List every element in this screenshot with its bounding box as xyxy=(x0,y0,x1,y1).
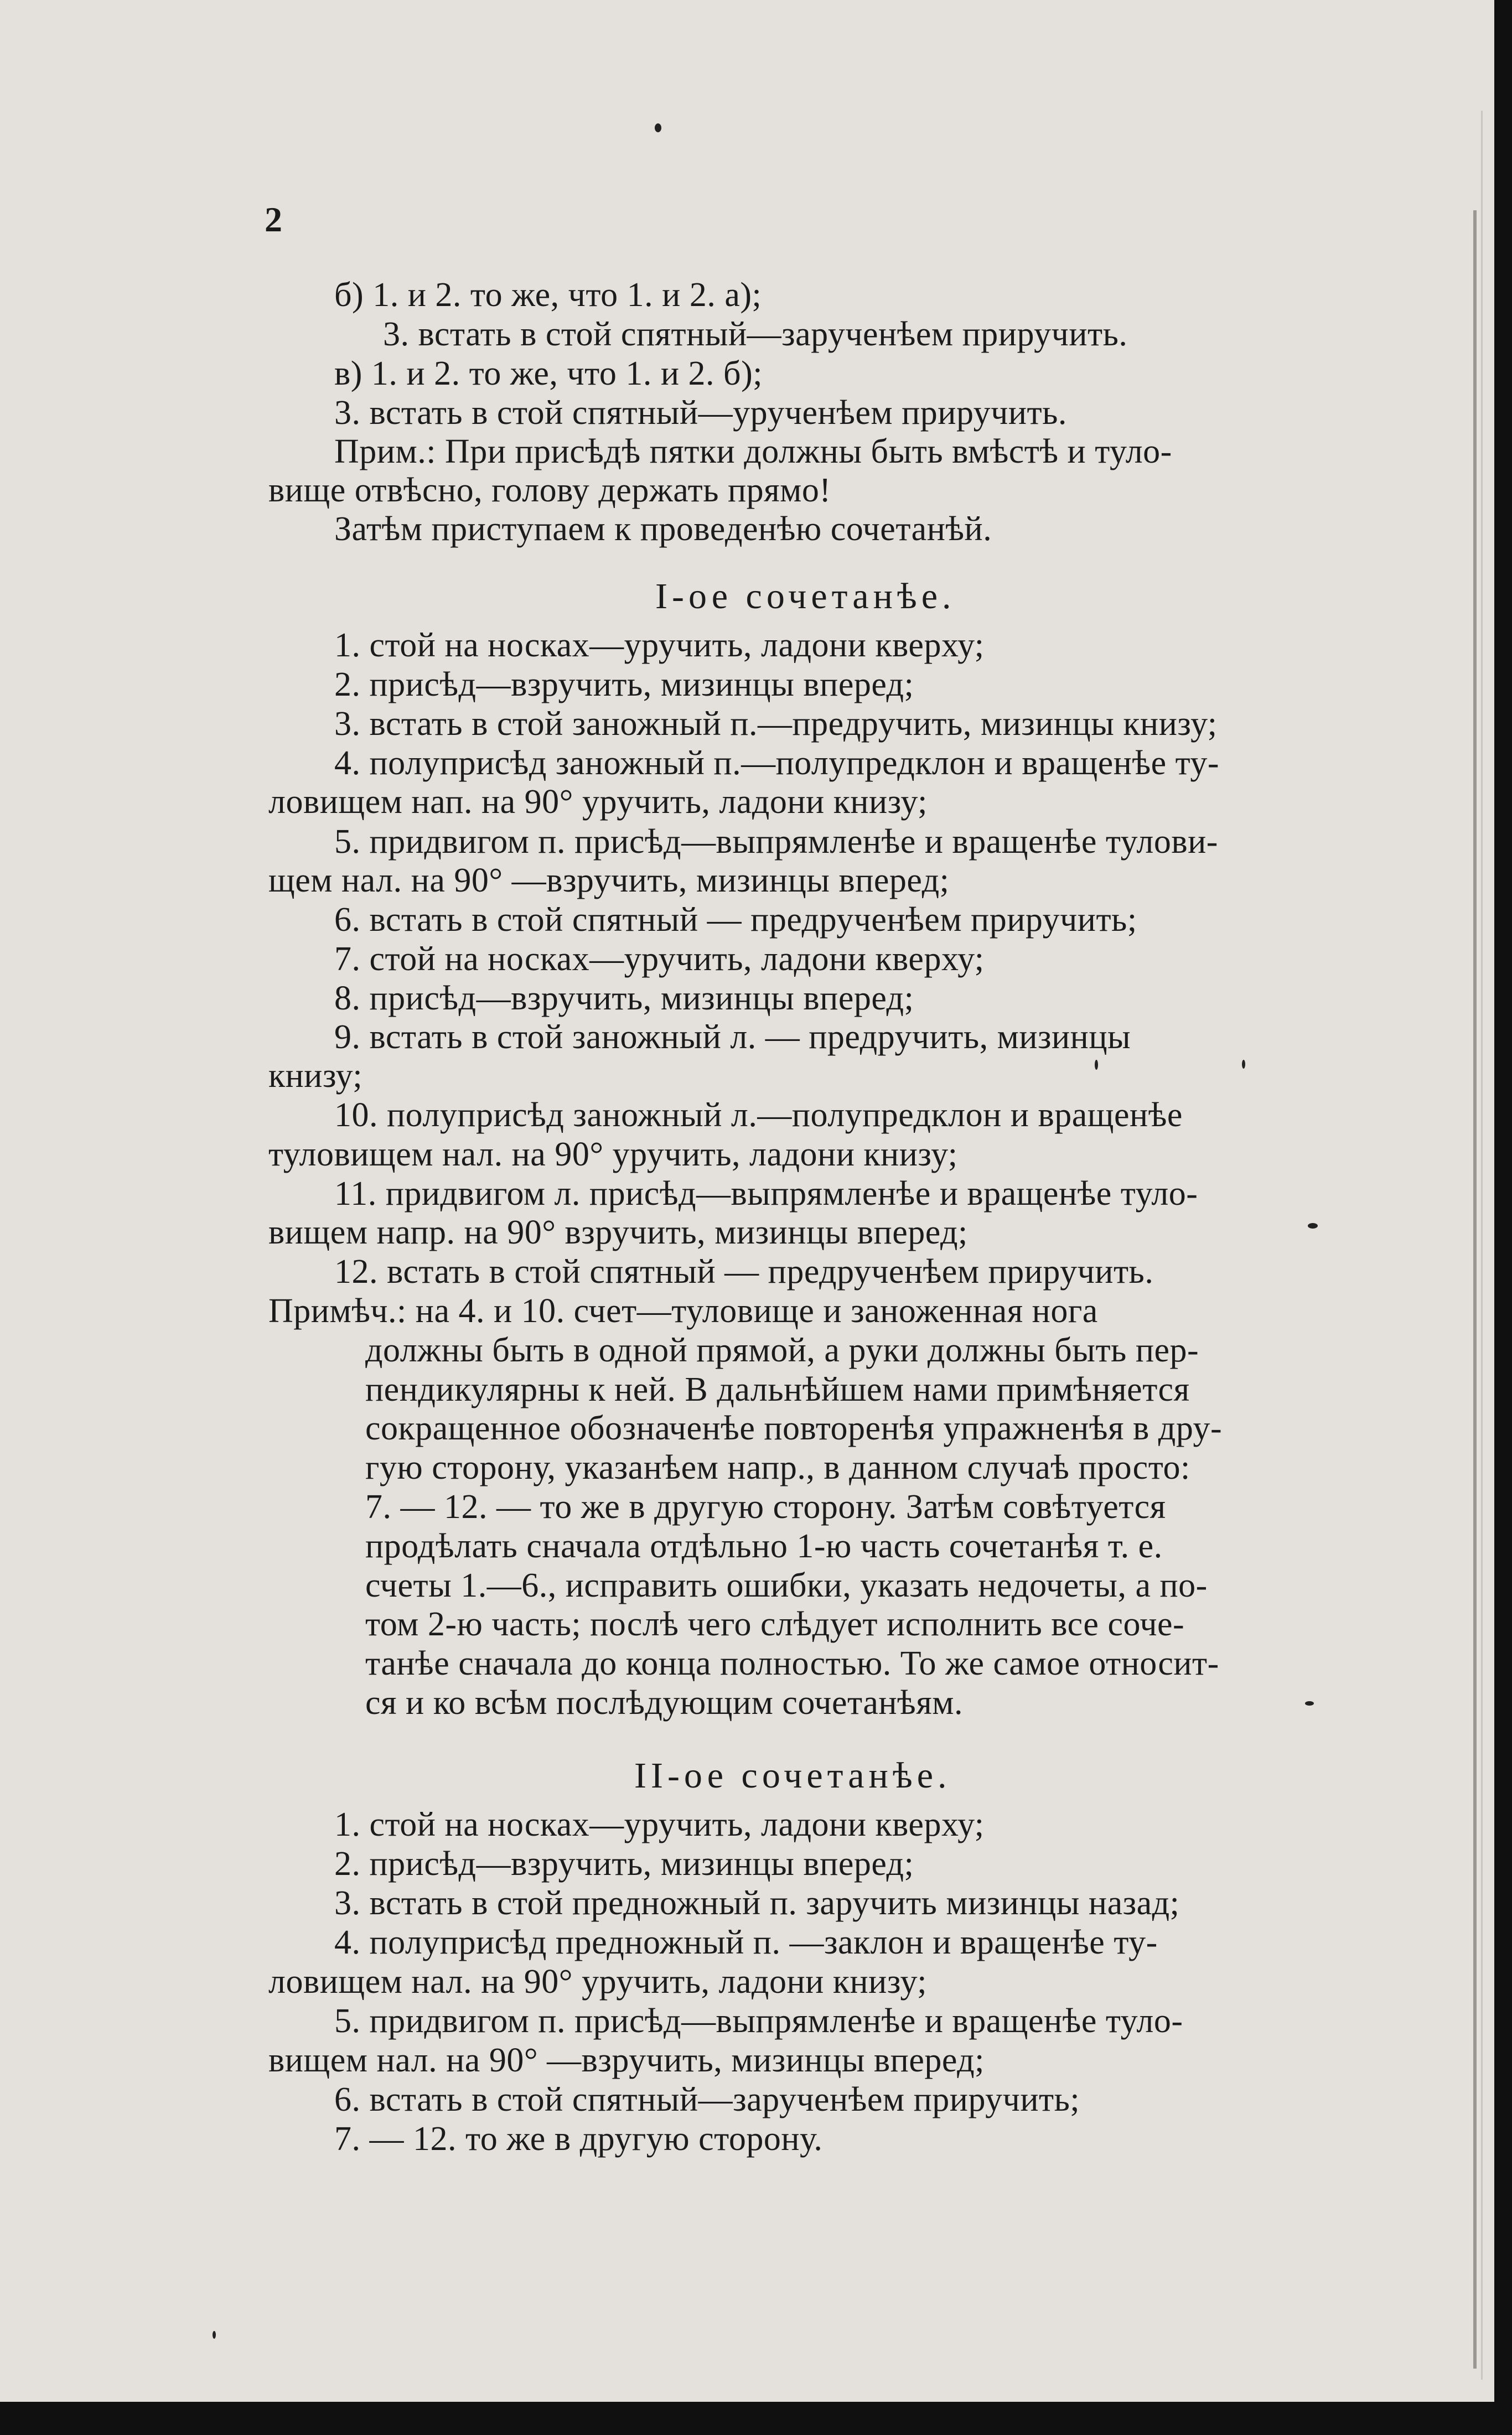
note-line: сокращенное обозначенѣе повторенѣя упражненѣя в дру- xyxy=(365,1410,1223,1447)
text-line: ловищем нал. на 90° уручить, ладони книзу; xyxy=(268,1963,927,2001)
ink-speck xyxy=(213,2331,216,2339)
scan-border-right xyxy=(1494,0,1512,2435)
text-line: 9. встать в стой заножный л. — предручить, мизинцы xyxy=(334,1018,1131,1056)
text-line: 1. стой на носках—уручить, ладони кверху; xyxy=(334,626,985,664)
text-line: б) 1. и 2. то же, что 1. и 2. а); xyxy=(334,276,762,314)
text-line: вищем нал. на 90° —взручить, мизинцы вперед; xyxy=(268,2042,985,2079)
note-line: 7. — 12. — то же в другую сторону. Затѣм совѣтуется xyxy=(365,1488,1166,1526)
text-line: 7. — 12. то же в другую сторону. xyxy=(334,2120,823,2158)
text-line: 5. придвигом п. присѣд—выпрямленѣе и вращенѣе тулови- xyxy=(334,823,1218,861)
note-line: Примѣч.: на 4. и 10. счет—туловище и заноженная нога xyxy=(268,1292,1098,1330)
text-line: ловищем нап. на 90° уручить, ладони книзу; xyxy=(268,783,928,821)
section-heading: I-ое сочетанѣе. xyxy=(655,576,956,616)
text-line: 6. встать в стой спятный — предрученѣем приручить; xyxy=(334,901,1137,939)
text-line: Затѣм приступаем к проведенѣю сочетанѣй. xyxy=(334,510,992,548)
note-line: ся и ко всѣм послѣдующим сочетанѣям. xyxy=(365,1684,963,1722)
text-line: 2. присѣд—взручить, мизинцы вперед; xyxy=(334,666,914,703)
text-line: 6. встать в стой спятный—зарученѣем приручить; xyxy=(334,2081,1080,2118)
text-line: туловищем нал. на 90° уручить, ладони книзу; xyxy=(268,1136,958,1173)
text-line: щем нал. на 90° —взручить, мизинцы вперед; xyxy=(268,862,950,899)
scan-border-bottom xyxy=(0,2402,1512,2435)
ink-speck xyxy=(1242,1060,1245,1069)
note-line: танѣе сначала до конца полностью. То же самое относит- xyxy=(365,1645,1219,1682)
note-line: продѣлать сначала отдѣльно 1-ю часть сочетанѣя т. е. xyxy=(365,1527,1163,1565)
text-line: 7. стой на носках—уручить, ладони кверху; xyxy=(334,940,985,978)
text-line: 5. придвигом п. присѣд—выпрямленѣе и вращенѣе туло- xyxy=(334,2002,1183,2040)
text-line: 11. придвигом л. присѣд—выпрямленѣе и вращенѣе туло- xyxy=(334,1175,1198,1213)
text-line: в) 1. и 2. то же, что 1. и 2. б); xyxy=(334,355,763,392)
text-line: книзу; xyxy=(268,1057,363,1095)
text-line: 4. полуприсѣд заножный п.—полупредклон и вращенѣе ту- xyxy=(334,744,1220,782)
ink-speck xyxy=(1308,1223,1318,1229)
page-edge-highlight xyxy=(1481,111,1483,2380)
text-line: вищем напр. на 90° взручить, мизинцы вперед; xyxy=(268,1214,968,1251)
text-line: 10. полуприсѣд заножный л.—полупредклон и вращенѣе xyxy=(334,1096,1183,1134)
note-line: гую сторону, указанѣем напр., в данном случаѣ просто: xyxy=(365,1449,1190,1486)
text-line: 2. присѣд—взручить, мизинцы вперед; xyxy=(334,1845,914,1883)
note-line: том 2-ю часть; послѣ чего слѣдует исполнить все соче- xyxy=(365,1605,1185,1643)
page-number: 2 xyxy=(265,200,282,239)
ink-speck xyxy=(1305,1701,1314,1706)
text-line: 3. встать в стой предножный п. заручить мизинцы назад; xyxy=(334,1884,1180,1922)
ink-speck xyxy=(655,123,661,132)
ink-speck xyxy=(1095,1060,1098,1070)
text-line: 12. встать в стой спятный — предрученѣем приручить. xyxy=(334,1253,1154,1291)
note-line: пендикулярны к ней. В дальнѣйшем нами примѣняется xyxy=(365,1371,1190,1408)
section-heading: II-ое сочетанѣе. xyxy=(634,1755,951,1796)
text-line: 4. полуприсѣд предножный п. —заклон и вращенѣе ту- xyxy=(334,1924,1158,1961)
text-line: Прим.: При присѣдѣ пятки должны быть вмѣстѣ и туло- xyxy=(334,433,1172,470)
text-line: 3. встать в стой спятный—урученѣем приручить. xyxy=(334,394,1067,432)
text-line: вище отвѣсно, голову держать прямо! xyxy=(268,472,831,509)
note-line: счеты 1.—6., исправить ошибки, указать недочеты, а по- xyxy=(365,1567,1208,1604)
text-line: 1. стой на носках—уручить, ладони кверху; xyxy=(334,1806,985,1843)
text-line: 8. присѣд—взручить, мизинцы вперед; xyxy=(334,980,914,1017)
page-edge-shadow xyxy=(1473,210,1477,2369)
text-line: 3. встать в стой спятный—зарученѣем приручить. xyxy=(383,315,1128,353)
note-line: должны быть в одной прямой, а руки должны быть пер- xyxy=(365,1332,1199,1369)
text-line: 3. встать в стой заножный п.—предручить, мизинцы книзу; xyxy=(334,705,1218,743)
